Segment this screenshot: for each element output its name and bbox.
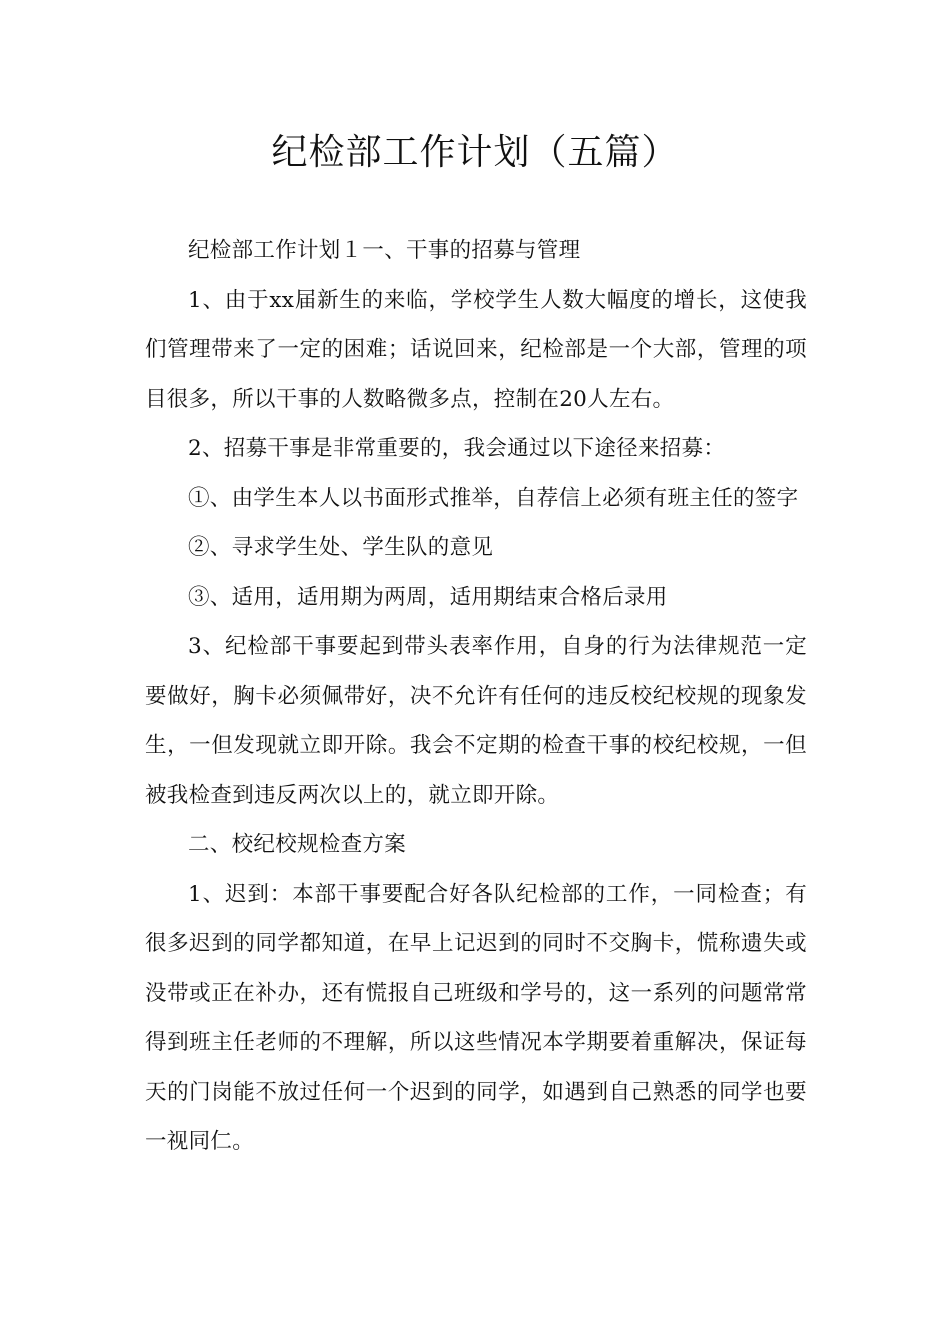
paragraph-subitem-3: ③、适用，适用期为两周，适用期结束合格后录用 — [188, 584, 668, 610]
paragraph-subitem-1: ①、由学生本人以书面形式推举，自荐信上必须有班主任的签字 — [188, 485, 799, 511]
paragraph-subitem-2: ②、寻求学生处、学生队的意见 — [188, 535, 494, 560]
paragraph-item-2: 2、招募干事是非常重要的，我会通过以下途径来招募： — [188, 436, 726, 461]
paragraph-lateness: 1、迟到：本部干事要配合好各队纪检部的工作，一同检查；有很多迟到的同学都知道，在早上记迟到的同时不交胸卡，慌称遗失或没带或正在补办，还有慌报自己班级和学号的，这一系列的问题常常得到班主任老师的不理解，所以这些情况本学期要着重解决，保证每天的门岗能不放过任何一个迟到的同学，如遇到自己熟悉的同学也要一视同仁。 — [145, 881, 807, 1154]
document-title: 纪检部工作计划（五篇） — [271, 132, 679, 173]
section-heading-2: 二、校纪校规检查方案 — [188, 832, 407, 857]
document-body — [145, 226, 807, 1167]
paragraph-item-1: 1、由于xx届新生的来临，学校学生人数大幅度的增长，这使我们管理带来了一定的困难；话说回来，纪检部是一个大部，管理的项目很多，所以干事的人数略微多点，控制在20人左右。 — [145, 287, 807, 412]
paragraph-plan-1-heading: 纪检部工作计划１一、干事的招募与管理 — [188, 238, 581, 263]
paragraph-item-3: 3、纪检部干事要起到带头表率作用，自身的行为法律规范一定要做好，胸卡必须佩带好，决不允许有任何的违反校纪校规的现象发生，一但发现就立即开除。我会不定期的检查干事的校纪校规，一但被我检查到违反两次以上的，就立即开除。 — [145, 634, 807, 808]
